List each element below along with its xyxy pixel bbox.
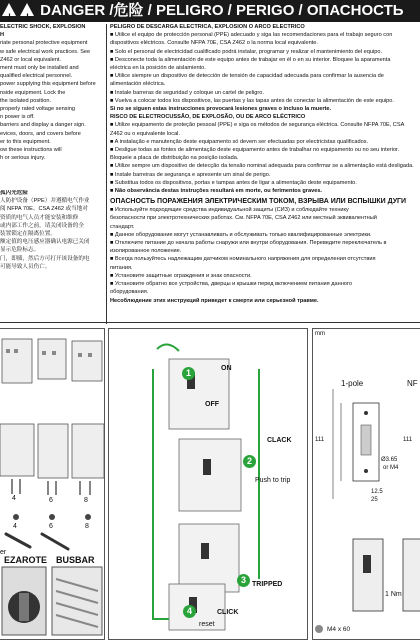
hole-size: Ø3.65	[381, 457, 398, 463]
column-divider	[106, 24, 107, 324]
parts-panel	[0, 328, 105, 640]
es-line: ■ Utilice el equipo de protección personal (PPE) adecuado y siga las recomendaciones para el trabajo seguro con	[110, 32, 393, 39]
dimension-drawing	[313, 329, 420, 639]
es-line: ■ Desconecte toda la alimentación de este equipo antes de trabajar en él o en su interior. Bloquee la aparamenta	[110, 56, 391, 63]
warning-icon: !	[20, 3, 34, 16]
en-line: er to this equipment.	[0, 138, 51, 145]
warning-icon: !	[2, 3, 16, 16]
ru-line: ■ Установите обратно все устройства, дверцы и крышки перед включением питания данного	[110, 281, 352, 288]
ru-heading: ОПАСНОСТЬ ПОРАЖЕНИЯ ЭЛЕКТРИЧЕСКИМ ТОКОМ, ВЗРЫВА ИЛИ ВСПЫШКИ ДУГИ	[110, 198, 407, 206]
zh-line: 人防护设备（PPE）并遵循电气作业	[0, 198, 90, 205]
nut-count-3: 8	[85, 523, 89, 530]
en-line: barriers and display a danger sign.	[0, 122, 86, 129]
pt-lines	[110, 122, 420, 187]
step-2-badge: 2	[243, 455, 256, 468]
es-warning: Si no se siguen estas instrucciones provocará lesiones graves o incluso la muerte.	[110, 106, 332, 113]
zh-line: 资质的电气人员才能安装和维修	[0, 214, 79, 221]
off-label: OFF	[205, 401, 219, 408]
pt-line: ■ Desligue todas as fontes de alimentação deste equipamento antes de trabalhar no equipamento ou no seu interior.	[110, 147, 400, 154]
zh-line: 显示危险标志。	[0, 247, 40, 254]
en-heading2: H	[0, 32, 5, 39]
zh-line: 可能导致人员伤亡。	[0, 263, 51, 270]
ru-line: питания.	[110, 264, 133, 271]
screw-count-3: 8	[84, 497, 88, 504]
ru-line: ■ Данное оборудование могут устанавливать и обслуживать только квалифицированные электрики.	[110, 231, 372, 238]
es-lines	[110, 32, 420, 105]
dim-111-a: 111	[315, 437, 325, 443]
zh-line: 门，即插，然后方可打开该设备的电	[0, 255, 90, 262]
section-divider	[0, 322, 420, 323]
zh-line: 或内部工作之前，请关闭设备的全	[0, 222, 84, 229]
screw-spec: M4 x 60	[327, 626, 351, 633]
clack-label: CLACK	[267, 437, 292, 444]
pt-line: ■ Utilize equipamento de proteção pessoal (PPE) e siga os métodos de segurança eléctrica. Consulte NFPA 70E, CSA	[110, 122, 405, 129]
en-line: the isolated position.	[0, 97, 51, 104]
ru-line: ■ Установите защитные ограждения и знак опасности.	[110, 272, 252, 279]
ru-line: ■ Всегда пользуйтесь надлежащим датчиком номинального напряжения для определения отсутствия	[110, 256, 376, 263]
en-line: riate personal protective equipment	[0, 40, 88, 47]
en-line: nside equipment. Lock the	[0, 89, 66, 96]
ru-lines	[110, 207, 420, 296]
pt-line: Z462 ou o equivalente local.	[110, 130, 180, 137]
en-line: qualified electrical personnel.	[0, 73, 73, 80]
en-line: w safe electrical work practices. See	[0, 48, 91, 55]
en-line: ment must only be installed and	[0, 65, 79, 72]
zh-lines	[0, 198, 104, 271]
screw-count-1: 4	[12, 495, 16, 502]
on-label: ON	[221, 365, 232, 372]
ezarote-tag: EZAROTE	[4, 555, 48, 565]
ru-warning: Несоблюдение этих инструкций приведет к смерти или серьезной травме.	[110, 297, 319, 304]
nut-count-2: 6	[49, 523, 53, 530]
ru-line: ■ Используйте подходящие средства индивидуальной защиты (СИЗ) и соблюдайте технику	[110, 207, 349, 214]
en-heading: ELECTRIC SHOCK, EXPLOSION	[0, 24, 86, 30]
ru-line: ■ Отключите питание до начала работы снаружи или внутри оборудования. Переведите переключатель в	[110, 240, 387, 247]
click-label: CLICK	[217, 609, 239, 616]
dim-12-5: 12.5	[371, 489, 383, 495]
es-line: ■ Instale barreras de seguridad y coloque un cartel de peligro.	[110, 89, 264, 96]
en-line: Z462 or local equivalent.	[0, 56, 61, 63]
step-1-badge: 1	[182, 367, 195, 380]
step-3-badge: 3	[237, 574, 250, 587]
zh-line: 阅 NFPA 70E、CSA Z462 或当地对	[0, 206, 88, 213]
dimensions-panel	[312, 328, 420, 640]
es-line: ■ Vuelva a colocar todos los dispositivos, las puertas y las tapas antes de conectar la alimentación de este equipo.	[110, 97, 394, 104]
step-4-badge: 4	[183, 605, 196, 618]
zh-heading: 孤闪光危险	[0, 190, 28, 196]
operation-illustration	[109, 329, 307, 639]
es-line: alimentación eléctrica.	[110, 81, 166, 88]
operation-panel	[108, 328, 308, 640]
ru-line: оборудования.	[110, 289, 149, 296]
en-line: n power is off.	[0, 114, 35, 121]
ru-line: стандарт.	[110, 223, 135, 230]
torque-label: 1 Nm	[385, 591, 402, 598]
pt-line: ■ Instale barreiras de segurança e apresente um sinal de perigo.	[110, 171, 271, 178]
es-line: dispositivos eléctricos. Consulte NFPA 70E, CSA Z462 o la norma local equivalente.	[110, 40, 318, 47]
es-heading: PELIGRO DE DESCARGA ELÉCTRICA, EXPLOSIÓN O ARCO ELÉCTRICO	[110, 24, 305, 30]
es-line: ■ Solo el personal de electricidad cualificado podrá instalar, programar y realizar el mantenimiento del equipo.	[110, 48, 383, 55]
es-line: eléctrica en la posición de aislamiento.	[110, 65, 206, 72]
pt-line: Bloqueie a placa de distribuição na posição isolada.	[110, 155, 239, 162]
dim-111-b: 111	[403, 437, 413, 443]
nut-count-1: 4	[13, 523, 17, 530]
screw-count-2: 6	[49, 497, 53, 504]
pt-line: ■ Utilize sempre um dispositivo de detecção da tensão nominal adequada para confirmar se a alimentação está desligada.	[110, 163, 414, 170]
reset-label: reset	[199, 621, 215, 628]
tool-text: er	[0, 549, 7, 556]
push-to-trip-label: Push to trip	[255, 477, 291, 484]
tripped-label: TRIPPED	[252, 581, 283, 588]
banner-text: DANGER /危险 / PELIGRO / PERIGO / ОПАСНОСТЬ	[40, 2, 404, 19]
hole-alt: or M4	[383, 465, 399, 471]
pt-heading: RISCO DE ELECTROCUSSÃO, DE EXPLOSÃO, OU DE ARCO ELÉCTRICO	[110, 114, 306, 121]
en-line: h or serious injury.	[0, 155, 46, 162]
warning-zh	[0, 190, 104, 320]
danger-banner	[0, 0, 420, 22]
unit-label: mm	[315, 331, 325, 337]
zh-line: 装置锁定在隔离位置。	[0, 231, 56, 238]
es-line: ■ Utilice siempre un dispositivo de detección de tensión de capacidad adecuada para confirmar la ausencia de	[110, 73, 384, 80]
en-lines	[0, 40, 104, 162]
en-line: evices, doors, and covers before	[0, 130, 81, 137]
parts-illustration	[0, 329, 104, 639]
pt-line: ■ A instalação e manutenção deste equipamento só devem ser efectuadas por electricistas qualificados.	[110, 138, 369, 145]
dim-25: 25	[371, 497, 378, 503]
busbar-tag: BUSBAR	[56, 555, 95, 565]
warning-es-pt-ru	[110, 24, 420, 322]
ru-line: безопасности при электротехнических работах. См. NFPA 70E, CSA Z462 или местный эквивалентный	[110, 215, 377, 222]
en-line: ow these instructions will	[0, 147, 62, 154]
pt-line: ■ Substitua todos os dispositivos, portas e tampas antes de ligar a alimentação deste equipamento.	[110, 179, 357, 186]
nf-label: NF	[407, 379, 418, 388]
zh-line: 额定值的电压感应器确认电源已关闭	[0, 239, 90, 246]
en-line: properly rated voltage sensing	[0, 106, 75, 113]
pt-warning: ■ Não observância destas instruções resultará em morte, ou ferimentos graves.	[110, 188, 322, 195]
en-line: power supplying this equipment before	[0, 81, 96, 88]
pole-label: 1-pole	[341, 379, 364, 388]
ru-line: изолированное положение.	[110, 248, 182, 255]
